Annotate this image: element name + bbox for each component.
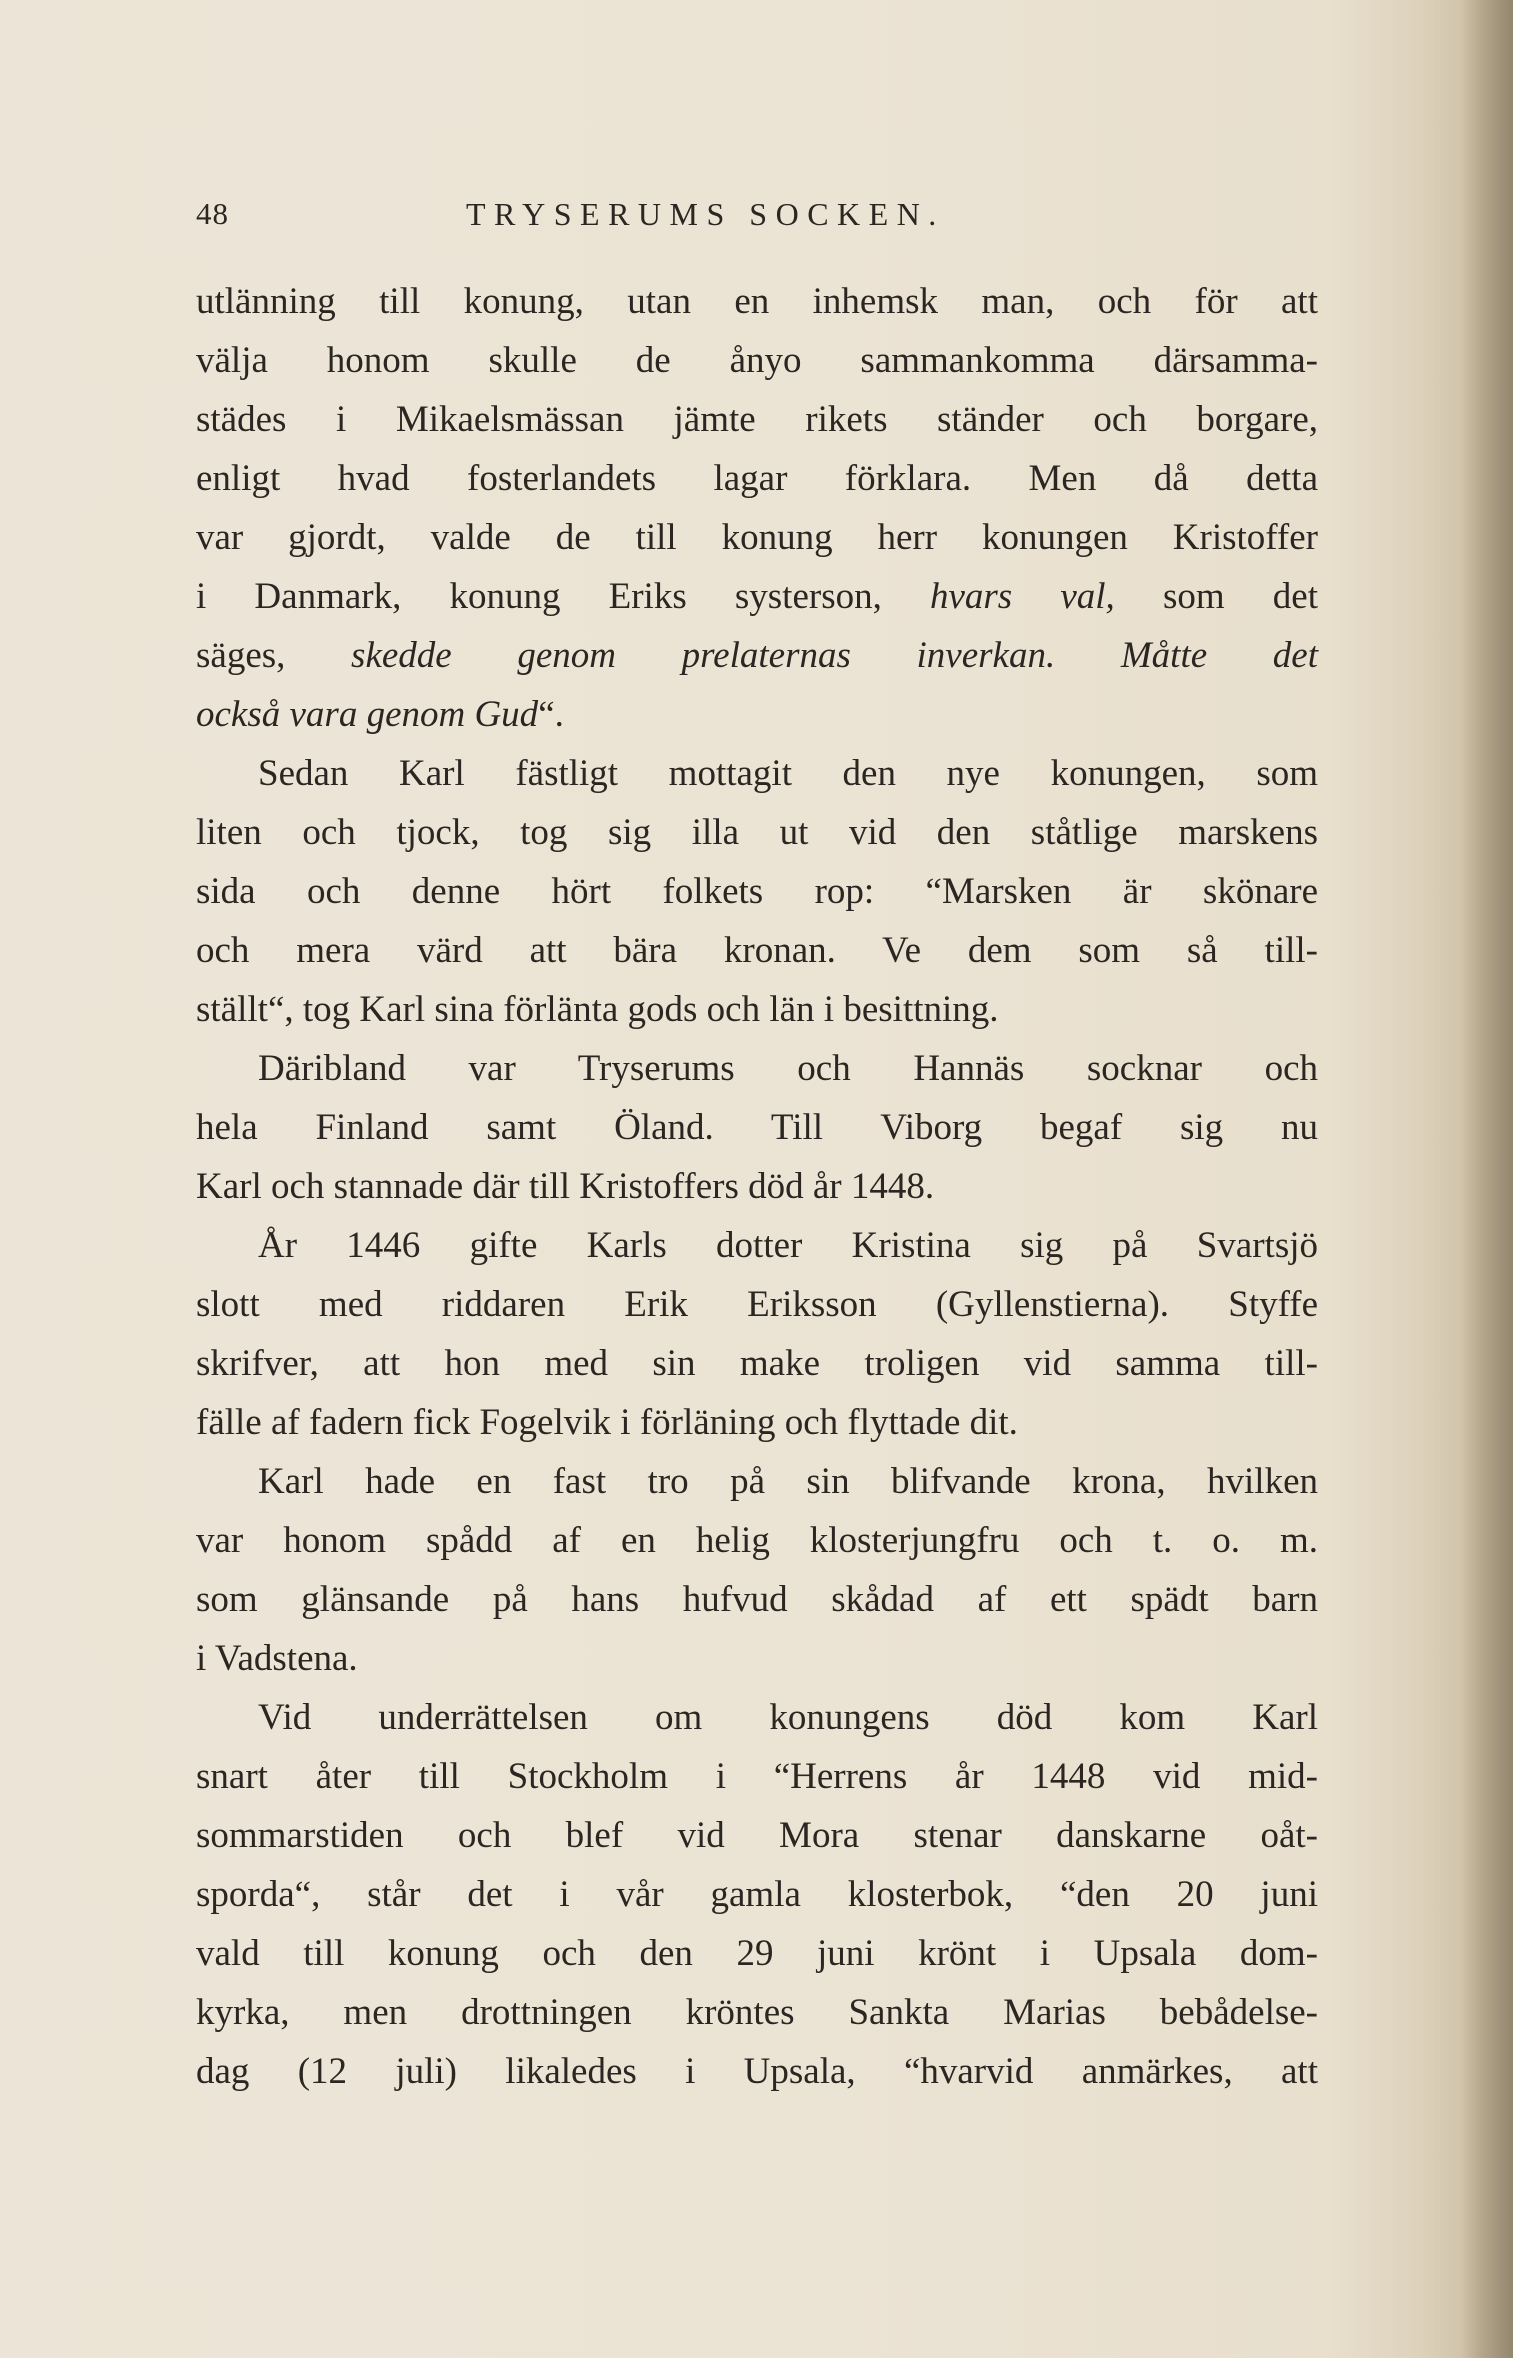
body-text <box>196 272 1318 2101</box>
text-line <box>196 862 1318 921</box>
running-title: TRYSERUMS SOCKEN. <box>466 196 945 232</box>
page-number: 48 <box>196 196 229 231</box>
page-header <box>196 196 1326 236</box>
text-segment: enligt hvad fosterlandets lagar förklara. Men då detta <box>196 458 1318 499</box>
text-line <box>196 1452 1318 1511</box>
text-line <box>196 1275 1318 1334</box>
text-segment: i Danmark, konung Eriks systerson, <box>196 576 930 617</box>
text-segment: hela Finland samt Öland. Till Viborg begaf sig nu <box>196 1107 1318 1148</box>
text-line <box>196 390 1318 449</box>
text-line <box>196 2042 1318 2101</box>
italic-text: skedde genom prelaternas inverkan. Måtte det <box>351 635 1318 676</box>
text-segment: År 1446 gifte Karls dotter Kristina sig på Svartsjö <box>258 1225 1318 1266</box>
text-segment: Sedan Karl fästligt mottagit den nye konungen, som <box>258 753 1318 794</box>
text-line <box>196 508 1318 567</box>
text-segment: som det <box>1114 576 1318 617</box>
text-segment: var honom spådd af en helig klosterjungfru och t. o. m. <box>196 1520 1318 1561</box>
text-line <box>196 980 1318 1039</box>
text-line <box>196 1570 1318 1629</box>
text-line <box>196 272 1318 331</box>
text-line <box>196 1924 1318 1983</box>
text-line <box>196 449 1318 508</box>
text-line <box>196 921 1318 980</box>
text-segment: sida och denne hört folkets rop: “Marsken är skönare <box>196 871 1318 912</box>
text-line <box>196 744 1318 803</box>
text-segment: Däribland var Tryserums och Hannäs socknar och <box>258 1048 1318 1089</box>
text-line <box>196 1688 1318 1747</box>
text-segment: dag (12 juli) likaledes i Upsala, “hvarvid anmärkes, att <box>196 2051 1318 2092</box>
text-segment: säges, <box>196 635 352 676</box>
text-line <box>196 1098 1318 1157</box>
text-segment: sporda“, står det i vår gamla klosterbok, “den 20 juni <box>196 1874 1318 1915</box>
text-segment: skrifver, att hon med sin make troligen vid samma till- <box>196 1343 1318 1384</box>
text-line <box>196 331 1318 390</box>
text-line <box>196 1865 1318 1924</box>
text-line <box>196 1806 1318 1865</box>
text-segment: välja honom skulle de ånyo sammankomma därsamma- <box>196 340 1318 381</box>
text-segment: Karl hade en fast tro på sin blifvande krona, hvilken <box>258 1461 1318 1502</box>
text-segment: i Vadstena. <box>196 1638 358 1679</box>
text-segment: snart åter till Stockholm i “Herrens år 1448 vid mid- <box>196 1756 1318 1797</box>
text-segment: vald till konung och den 29 juni krönt i Upsala dom- <box>196 1933 1318 1974</box>
text-segment: och mera värd att bära kronan. Ve dem som så till- <box>196 930 1318 971</box>
text-line <box>196 1393 1318 1452</box>
text-segment: Karl och stannade där till Kristoffers död år 1448. <box>196 1166 935 1207</box>
text-segment: “. <box>538 694 564 735</box>
italic-text: också vara genom Gud <box>196 694 539 735</box>
text-line <box>196 1334 1318 1393</box>
text-segment: sommarstiden och blef vid Mora stenar danskarne oåt- <box>196 1815 1318 1856</box>
text-segment: Vid underrättelsen om konungens död kom Karl <box>258 1697 1318 1738</box>
text-line <box>196 1983 1318 2042</box>
text-segment: ställt“, tog Karl sina förlänta gods och län i besittning. <box>196 989 999 1030</box>
text-segment: utlänning till konung, utan en inhemsk man, och för att <box>196 281 1318 322</box>
text-segment: slott med riddaren Erik Eriksson (Gyllenstierna). Styffe <box>196 1284 1318 1325</box>
text-segment: fälle af fadern fick Fogelvik i förläning och flyttade dit. <box>196 1402 1018 1443</box>
page-edge-shadow <box>1461 0 1513 2358</box>
text-line <box>196 803 1318 862</box>
text-line <box>196 1629 1318 1688</box>
text-segment: liten och tjock, tog sig illa ut vid den ståtlige marskens <box>196 812 1318 853</box>
text-segment: var gjordt, valde de till konung herr konungen Kristoffer <box>196 517 1318 558</box>
text-line <box>196 685 1318 744</box>
text-segment: städes i Mikaelsmässan jämte rikets ständer och borgare, <box>196 399 1318 440</box>
text-line <box>196 1511 1318 1570</box>
text-line <box>196 1747 1318 1806</box>
text-line <box>196 1216 1318 1275</box>
text-line <box>196 1157 1318 1216</box>
text-line <box>196 1039 1318 1098</box>
text-line <box>196 567 1318 626</box>
italic-text: hvars val, <box>929 576 1115 617</box>
text-segment: kyrka, men drottningen kröntes Sankta Marias bebådelse- <box>196 1992 1318 2033</box>
text-line <box>196 626 1318 685</box>
text-segment: som glänsande på hans hufvud skådad af ett spädt barn <box>196 1579 1318 1620</box>
